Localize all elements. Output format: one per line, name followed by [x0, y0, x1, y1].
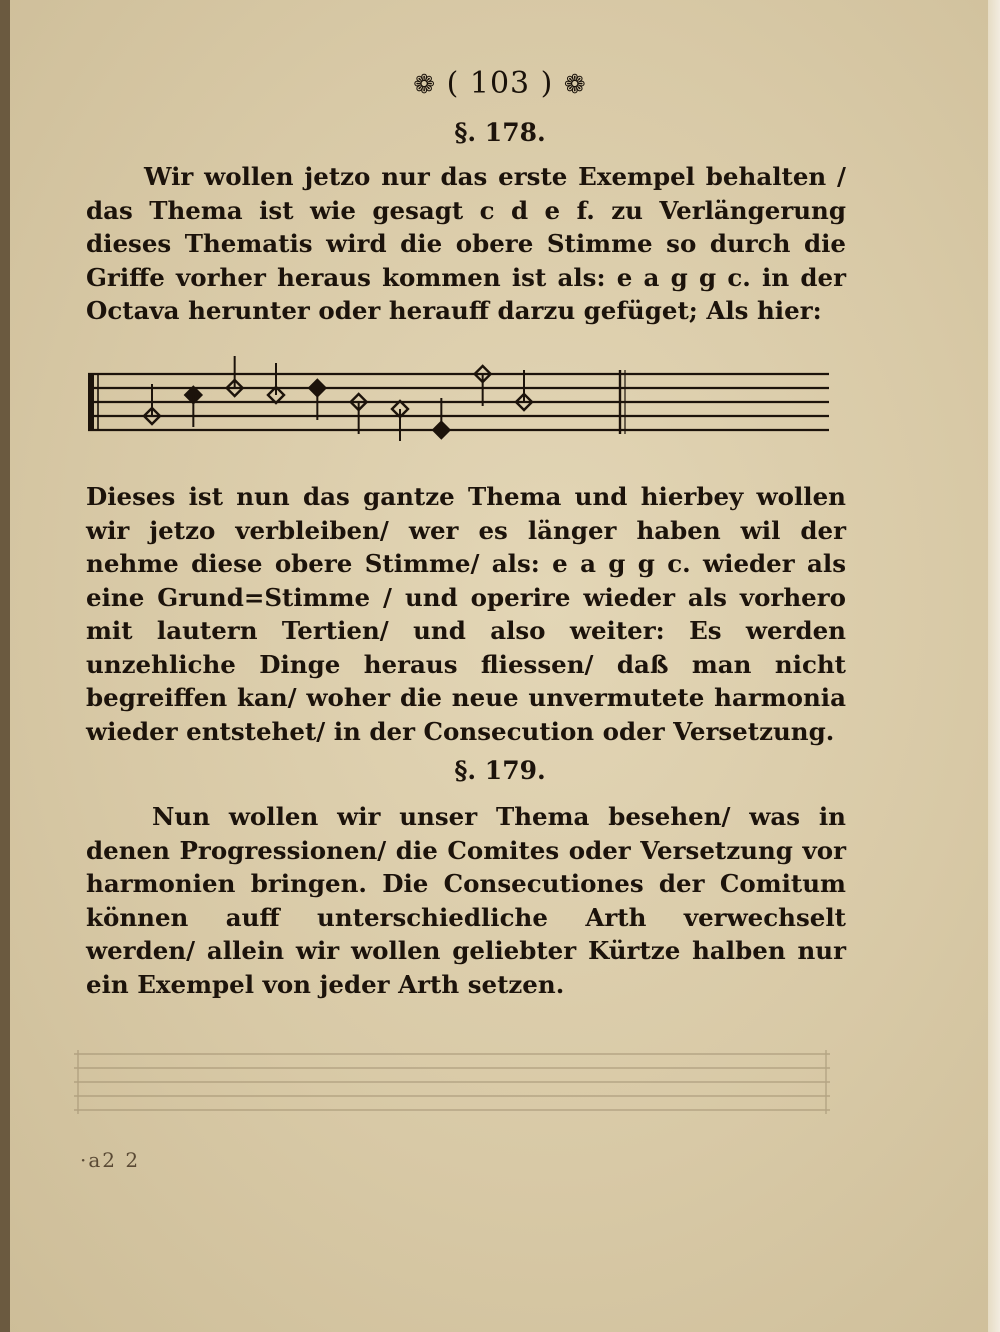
paragraph-178-1 [86, 160, 846, 328]
ornament-left-icon: ❁ [413, 70, 437, 100]
faint-staff-lines [74, 1040, 830, 1120]
paragraph-text: Nun wollen wir unser Thema besehen/ was in denen Progressionen/ die Comites oder Versetzung vor harmonien bringen. Die Consecutiones der Comitum können auff unterschiedliche Arth verwechselt werden/ allein wir wollen geliebter Kürtze halben nur ein Exempel von jeder Arth setzen. [86, 802, 846, 999]
paragraph-text: Wir wollen jetzo nur das erste Exempel behalten / das Thema ist wie gesagt c d e f. zu Verlängerung dieses Thematis wird die obere Stimme so durch die Griffe vorher heraus kommen ist als: e a g g c. in der Octava herunter oder herauff darzu gefüget; Als hier: [86, 162, 846, 325]
page-header [0, 66, 1000, 101]
paragraph-178-2 [86, 480, 846, 748]
page-outer-edge [988, 0, 1000, 1332]
show-through-staff [74, 1040, 830, 1120]
section-mark-179: §. 179. [454, 756, 546, 785]
page-binding-edge [0, 0, 10, 1332]
ornament-right-icon: ❁ [563, 70, 587, 100]
opening-barline [88, 374, 94, 430]
paragraph-179-1 [86, 800, 846, 1001]
music-staff [86, 352, 831, 462]
music-example [86, 352, 831, 462]
paragraph-text: Dieses ist nun das gantze Thema und hierbey wollen wir jetzo verbleiben/ wer es länger haben wil der nehme diese obere Stimme/ als: e a g g c. wieder als eine Grund=Stimme / und operire wieder als vorhero mit lautern Tertien/ und also weiter: Es werden unzehliche Dinge heraus fliessen/ daß man nicht begreiffen kan/ woher die neue unvermutete harmonia wieder entstehet/ in der Consecution oder Versetzung. [86, 482, 846, 746]
page-number: ( 103 ) [446, 66, 554, 101]
printer-signature: ·a2 2 [80, 1148, 141, 1172]
section-mark-178: §. 178. [454, 118, 546, 147]
